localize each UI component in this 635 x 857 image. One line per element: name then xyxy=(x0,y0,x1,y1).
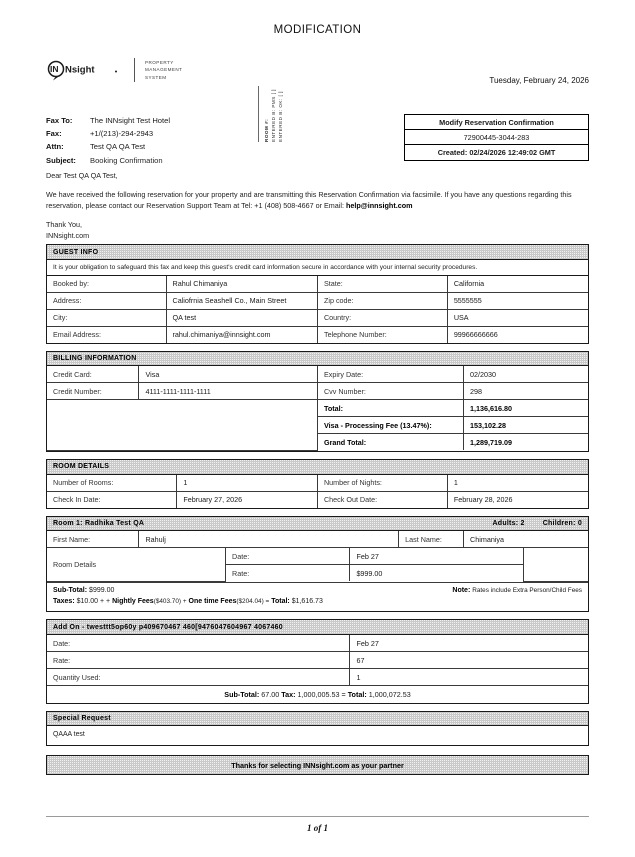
last-name-value: Chimaniya xyxy=(464,531,588,547)
billing-information-section xyxy=(46,351,589,452)
room-1-date-label: Date: xyxy=(226,548,350,565)
thanks-banner: Thanks for selecting INNsight.com as your partner xyxy=(46,755,589,775)
room-1-taxes-label: Taxes: xyxy=(53,597,75,605)
room-1-taxes-base: $10.00 + + xyxy=(76,597,111,605)
add-on-date-label: Date: xyxy=(47,635,350,652)
city-label: City: xyxy=(47,309,166,326)
add-on-date-value: Feb 27 xyxy=(350,635,588,652)
cvv-value: 298 xyxy=(464,383,588,400)
stamp-entered-ok: ENTERED B: OK: [ ] xyxy=(278,91,283,142)
room-1-nightly-fees-value: ($403.70) + xyxy=(153,597,187,605)
fax-to-row xyxy=(46,114,170,127)
processing-fee-label: Visa - Processing Fee (13.47%): xyxy=(317,417,463,434)
table-row xyxy=(47,652,588,669)
special-request-header xyxy=(47,712,588,727)
zip-label: Zip code: xyxy=(317,292,447,309)
letter-signoff-2: INNsight.com xyxy=(46,231,90,240)
room-1-taxes-line xyxy=(53,597,444,608)
guest-info-table xyxy=(47,276,588,343)
innsight-wordmark-icon xyxy=(46,58,124,82)
fax-subject-value: Booking Confirmation xyxy=(90,155,163,165)
room-1-nightly-fees-label: Nightly Fees xyxy=(112,597,154,605)
number-of-nights-value: 1 xyxy=(447,475,588,492)
fax-subject-label: Subject: xyxy=(46,155,76,165)
logo-tagline-line1: PROPERTY xyxy=(145,60,174,66)
fax-to-label: Fax To: xyxy=(46,116,73,125)
room-1-subtotal-value: $999.00 xyxy=(89,587,115,595)
room-1-summary-left xyxy=(53,586,444,607)
billing-information-header-label: BILLING INFORMATION xyxy=(53,355,137,363)
add-on-tax-label: Tax: xyxy=(281,689,296,699)
credit-number-value: 4111-1111-1111-1111 xyxy=(139,383,318,400)
svg-text:IN: IN xyxy=(50,64,59,74)
table-row xyxy=(47,548,588,565)
room-1-adults: Adults: 2 xyxy=(492,520,525,528)
booked-by-label: Booked by: xyxy=(47,276,166,293)
letter-signoff-1: Thank You, xyxy=(46,220,82,229)
cvv-label: Cvv Number: xyxy=(317,383,463,400)
add-on-rate-label: Rate: xyxy=(47,652,350,669)
room-details-section xyxy=(46,459,589,509)
letter-paragraph-text: We have received the following reservation for your property and are transmitting this Reservation Confirmation via facsimile. If you have any questions regarding this reservation, please contact our Reservation Support Team at Tel: +1 (408) 508-4667 or Email: xyxy=(46,190,572,210)
table-row xyxy=(47,383,588,400)
add-on-total-row xyxy=(47,685,588,703)
confirmation-title: Modify Reservation Confirmation xyxy=(405,115,588,130)
room-details-header xyxy=(47,460,588,475)
table-row xyxy=(47,635,588,652)
fax-attn-label: Attn: xyxy=(46,142,64,152)
confirmation-created: Created: 02/24/2026 12:49:02 GMT xyxy=(437,147,556,157)
footer-divider xyxy=(46,816,589,817)
billing-information-table xyxy=(47,366,588,451)
room-1-spacer-cell xyxy=(523,548,588,582)
fax-number-row xyxy=(46,127,170,140)
support-email: help@innsight.com xyxy=(345,201,413,210)
total-value: 1,136,616.80 xyxy=(464,400,588,417)
room-1-one-time-fees-value: ($204.04) = xyxy=(236,597,270,605)
room-1-names-table xyxy=(47,531,588,547)
guest-info-header xyxy=(47,245,588,260)
stamp-rule xyxy=(258,86,259,142)
fax-subject-row xyxy=(46,154,170,167)
logo-tagline-line2: MANAGEMENT xyxy=(145,67,183,73)
billing-blank-cell xyxy=(47,400,317,451)
table-row xyxy=(47,366,588,383)
check-in-label: Check In Date: xyxy=(47,491,177,508)
room-stamp-block xyxy=(258,84,283,146)
add-on-tax-value: 1,000,005.53 = xyxy=(297,689,346,699)
fax-number-label: Fax: xyxy=(46,129,62,139)
table-row xyxy=(47,491,588,508)
room-1-note-value: Rates include Extra Person/Child Fees xyxy=(472,587,582,595)
stamp-room-label: ROOM #: xyxy=(264,118,269,142)
credit-card-label: Credit Card: xyxy=(47,366,139,383)
first-name-label: First Name: xyxy=(47,531,139,547)
special-request-header-label: Special Request xyxy=(53,715,111,723)
number-of-rooms-label: Number of Rooms: xyxy=(47,475,177,492)
telephone-label: Telephone Number: xyxy=(317,326,447,343)
room-1-one-time-fees-label: One time Fees xyxy=(188,597,237,605)
room-1-subtotal-line xyxy=(53,586,444,597)
add-on-title: Add On - twesttt5op60y p409670467 460[9476047604967 4067460 xyxy=(53,623,283,631)
room-1-section xyxy=(46,516,589,613)
add-on-table xyxy=(47,635,588,685)
add-on-quantity-label: Quantity Used: xyxy=(47,669,350,686)
fax-attn-value: Test QA QA Test xyxy=(90,142,146,152)
confirmation-box xyxy=(404,114,589,161)
last-name-label: Last Name: xyxy=(399,531,464,547)
table-row xyxy=(47,475,588,492)
room-1-subtotal-label: Sub-Total: xyxy=(53,587,88,595)
logo-tagline xyxy=(145,59,182,80)
special-request-section xyxy=(46,711,589,747)
page-footer xyxy=(46,816,589,833)
check-in-value: February 27, 2026 xyxy=(177,491,318,508)
page-indicator: 1 of 1 xyxy=(307,823,328,833)
stamp-entered-pms: ENTERED B: PMS [ ] xyxy=(271,89,276,142)
grand-total-label: Grand Total: xyxy=(317,434,463,451)
special-request-value: QAAA test xyxy=(53,731,85,739)
innsight-logo xyxy=(46,58,182,82)
table-row xyxy=(47,292,588,309)
sections-container xyxy=(46,244,589,775)
room-1-total-value: $1,616.73 xyxy=(291,597,323,605)
expiry-value: 02/2030 xyxy=(464,366,588,383)
room-1-date-value: Feb 27 xyxy=(350,548,523,565)
address-label: Address: xyxy=(47,292,166,309)
fax-header-block xyxy=(46,114,170,167)
email-value: rahul.chimaniya@innsight.com xyxy=(166,326,317,343)
first-name-value: Rahulj xyxy=(139,531,399,547)
credit-card-value: Visa xyxy=(139,366,318,383)
grand-total-value: 1,289,719.09 xyxy=(464,434,588,451)
state-value: California xyxy=(447,276,588,293)
check-out-value: February 28, 2026 xyxy=(447,491,588,508)
document-date: Tuesday, February 24, 2026 xyxy=(489,76,589,85)
room-1-note-label: Note: xyxy=(452,587,471,595)
room-details-cell-label: Room Details xyxy=(47,548,226,582)
room-1-note xyxy=(444,586,582,607)
check-out-label: Check Out Date: xyxy=(317,491,447,508)
logo-tagline-line3: SYSTEM xyxy=(145,74,167,80)
room-1-title: Room 1: Radhika Test QA xyxy=(53,520,145,528)
table-row xyxy=(47,309,588,326)
email-label: Email Address: xyxy=(47,326,166,343)
svg-text:Nsight: Nsight xyxy=(65,64,95,76)
country-label: Country: xyxy=(317,309,447,326)
room-1-header xyxy=(47,517,588,532)
add-on-quantity-value: 1 xyxy=(350,669,588,686)
document-title: MODIFICATION xyxy=(273,24,362,36)
fax-number-value: +1/(213)-294-2943 xyxy=(90,129,154,139)
add-on-subtotal-value: 67.00 xyxy=(261,689,280,699)
zip-value: 5555555 xyxy=(447,292,588,309)
room-1-rate-value: $999.00 xyxy=(350,565,523,582)
add-on-subtotal-label: Sub-Total: xyxy=(224,689,260,699)
room-details-header-label: ROOM DETAILS xyxy=(53,463,110,471)
table-row xyxy=(47,669,588,686)
confirmation-number: 72900445-3044-283 xyxy=(405,130,588,145)
billing-information-header xyxy=(47,352,588,367)
number-of-nights-label: Number of Nights: xyxy=(317,475,447,492)
address-value: Caliofrnia Seashell Co., Main Street xyxy=(166,292,317,309)
booked-by-value: Rahul Chimaniya xyxy=(166,276,317,293)
add-on-section xyxy=(46,619,589,703)
add-on-total-value: 1,000,072.53 xyxy=(368,689,411,699)
guest-info-header-label: GUEST INFO xyxy=(53,248,99,256)
telephone-value: 99966666666 xyxy=(447,326,588,343)
total-label: Total: xyxy=(317,400,463,417)
table-row xyxy=(47,400,588,417)
room-1-summary xyxy=(47,582,588,612)
city-value: QA test xyxy=(166,309,317,326)
letter-body xyxy=(46,170,589,241)
letter-paragraph xyxy=(46,189,589,211)
guest-info-section xyxy=(46,244,589,344)
room-1-rate-label: Rate: xyxy=(226,565,350,582)
room-1-children: Children: 0 xyxy=(542,520,582,528)
add-on-header xyxy=(47,620,588,635)
country-value: USA xyxy=(447,309,588,326)
processing-fee-value: 153,102.28 xyxy=(464,417,588,434)
guest-info-notice: It is your obligation to safeguard this fax and keep this guest's credit card information secure in accordance with your internal security procedures. xyxy=(47,260,588,276)
fax-attn-row xyxy=(46,140,170,153)
credit-number-label: Credit Number: xyxy=(47,383,139,400)
fax-to-value: The INNsight Test Hotel xyxy=(90,116,171,125)
logo-divider xyxy=(134,58,135,82)
room-details-table xyxy=(47,475,588,508)
add-on-total-label: Total: xyxy=(347,689,367,699)
table-row xyxy=(47,531,588,547)
letter-salutation: Dear Test QA QA Test, xyxy=(46,171,118,180)
expiry-label: Expiry Date: xyxy=(317,366,463,383)
room-1-rates-table xyxy=(47,547,588,582)
room-1-total-label: Total: xyxy=(271,597,290,605)
table-row xyxy=(47,326,588,343)
table-row xyxy=(47,276,588,293)
number-of-rooms-value: 1 xyxy=(177,475,318,492)
add-on-rate-value: 67 xyxy=(350,652,588,669)
state-label: State: xyxy=(317,276,447,293)
